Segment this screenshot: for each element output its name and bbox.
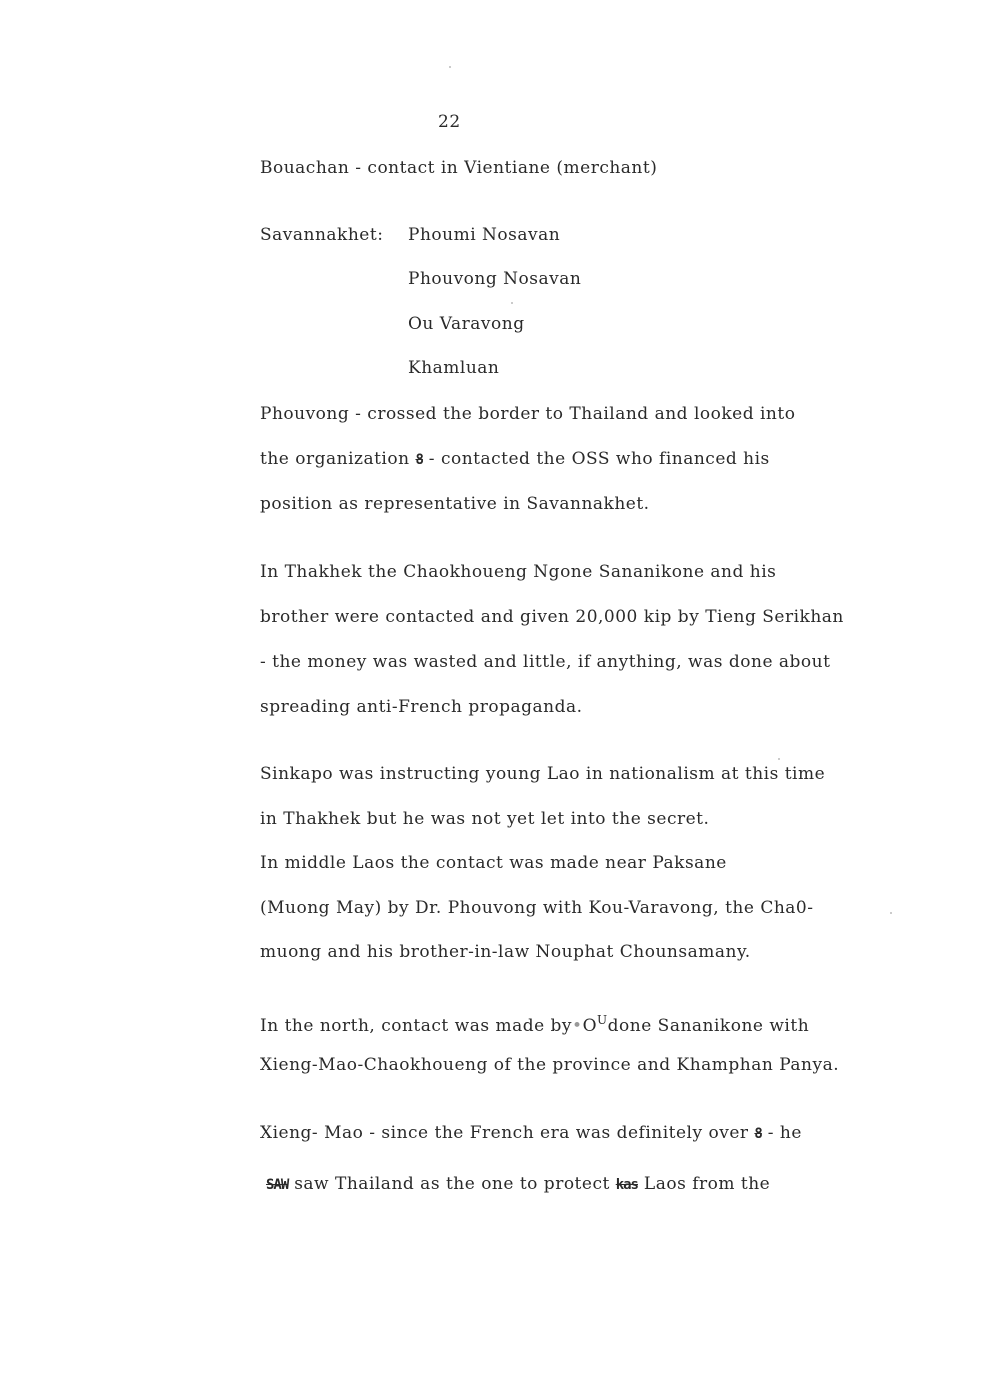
text-line: Xieng-Mao-Chaokhoueng of the province and Khamphan Panya.	[260, 1055, 840, 1075]
ink-speck	[890, 912, 892, 914]
text-line: (Muong May) by Dr. Phouvong with Kou-Varavong, the Cha0-	[260, 898, 814, 918]
list-item: Ou Varavong	[408, 314, 525, 334]
text-line: Sinkapo was instructing young Lao in nationalism at this time	[260, 764, 826, 784]
text-line: muong and his brother-in-law Nouphat Chounsamany.	[260, 942, 751, 962]
text-line	[260, 1123, 802, 1144]
list-item: Phouvong Nosavan	[408, 269, 582, 289]
text-line: brother were contacted and given 20,000 kip by Tieng Serikhan	[260, 607, 844, 627]
text-segment: Laos from the	[638, 1174, 771, 1194]
text-segment: - contacted the OSS who financed his	[422, 449, 770, 469]
stray-mark: •	[572, 1016, 583, 1036]
text-line: In Thakhek the Chaokhoueng Ngone Sananikone and his	[260, 562, 777, 582]
text-segment: O	[582, 1016, 598, 1036]
text-line: In middle Laos the contact was made near Paksane	[260, 853, 727, 873]
list-item: Phoumi Nosavan	[408, 225, 561, 245]
superscript-correction: U	[597, 1013, 608, 1027]
struck-character: 8	[415, 452, 423, 468]
struck-word: SAW	[266, 1177, 289, 1193]
text-line: - the money was wasted and little, if anything, was done about	[260, 652, 831, 672]
list-item: Khamluan	[408, 358, 500, 378]
ink-speck	[449, 66, 451, 68]
text-line: Bouachan - contact in Vientiane (merchant)	[260, 158, 658, 178]
ink-speck	[511, 302, 513, 304]
text-line: Phouvong - crossed the border to Thailand and looked into	[260, 404, 796, 424]
text-line	[266, 1174, 770, 1195]
text-segment: Xieng- Mao - since the French era was definitely over	[260, 1123, 755, 1143]
text-line	[260, 1010, 809, 1036]
text-line: spreading anti-French propaganda.	[260, 697, 583, 717]
text-segment: done Sananikone with	[607, 1016, 810, 1036]
text-segment: In the north, contact was made by	[260, 1016, 573, 1036]
text-line: in Thakhek but he was not yet let into the secret.	[260, 809, 710, 829]
ink-speck	[778, 758, 780, 760]
text-segment: the organization	[260, 449, 416, 469]
text-segment: saw Thailand as the one to protect	[288, 1174, 616, 1194]
text-line	[260, 449, 770, 470]
page-number: 22	[438, 112, 461, 132]
text-line: position as representative in Savannakhet.	[260, 494, 650, 514]
struck-word: kas	[615, 1177, 638, 1193]
section-label: Savannakhet:	[260, 225, 384, 245]
text-segment: - he	[761, 1123, 802, 1143]
struck-character: 8	[754, 1126, 762, 1142]
